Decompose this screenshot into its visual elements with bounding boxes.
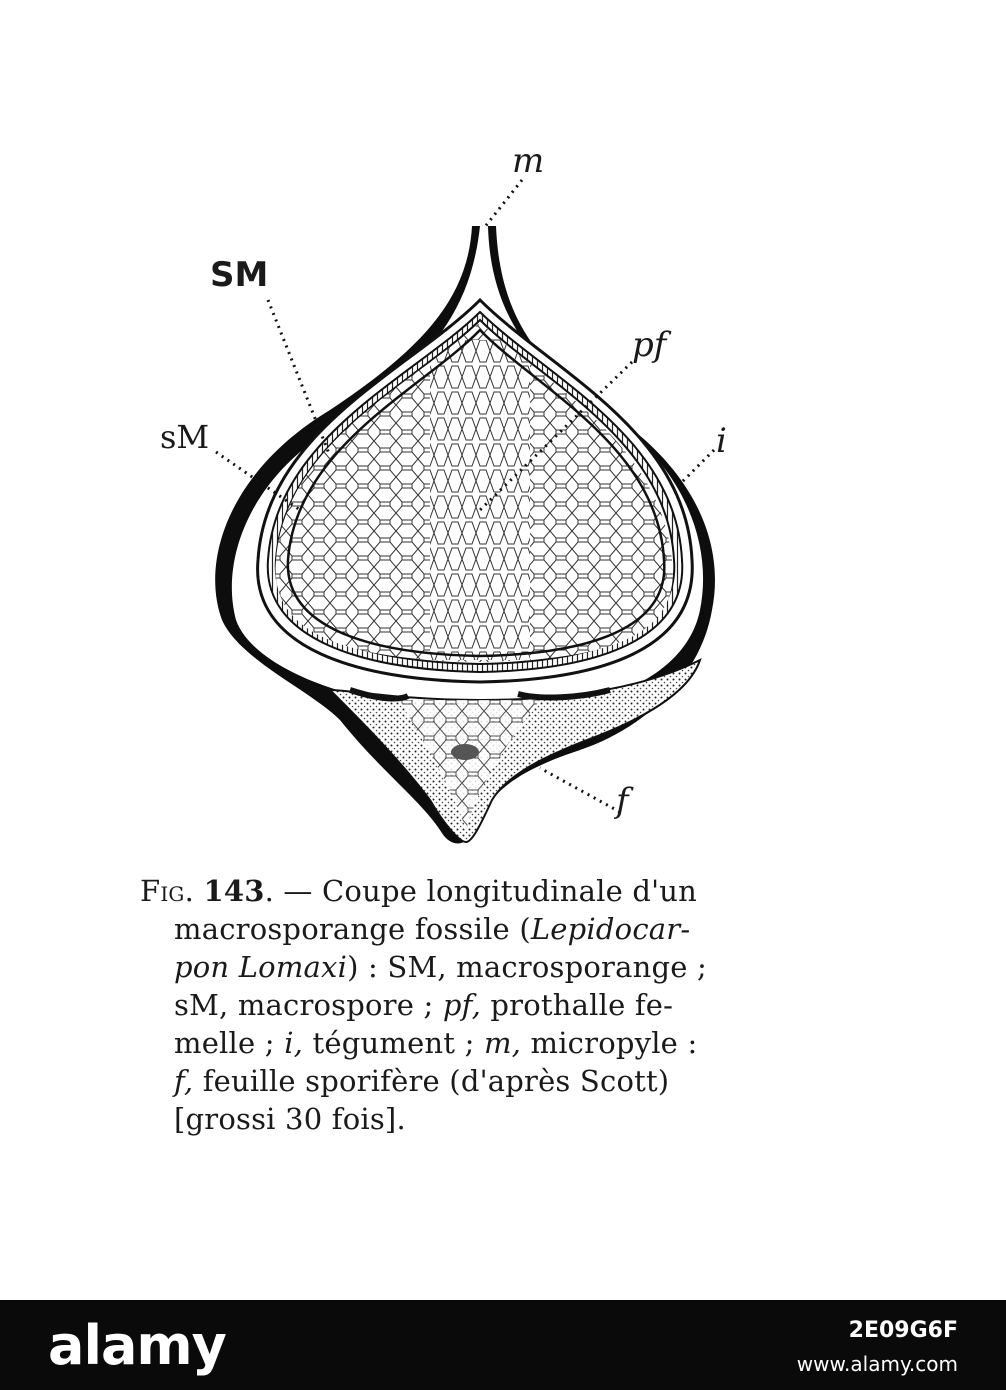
label-pf: pf bbox=[632, 325, 667, 365]
caption-line-1 bbox=[140, 872, 780, 910]
label-f: f bbox=[616, 781, 629, 821]
caption-line6-a: f, bbox=[174, 1064, 194, 1098]
caption-line-5 bbox=[140, 1024, 780, 1062]
caption-line3-b: ) : SM, macrosporange ; bbox=[347, 950, 707, 984]
caption-line4-a: sM, macrospore ; bbox=[174, 988, 443, 1022]
caption-line2-a: macrosporange fossile ( bbox=[174, 912, 531, 946]
caption-line5-d: m, bbox=[483, 1026, 522, 1060]
caption-line-4 bbox=[140, 986, 780, 1024]
label-sM: sM bbox=[160, 418, 210, 456]
caption-line-6 bbox=[140, 1062, 780, 1100]
label-i: i bbox=[716, 421, 727, 461]
caption-line1-text: . — Coupe longitudinale d'un bbox=[264, 874, 698, 908]
caption-line5-a: melle ; bbox=[174, 1026, 285, 1060]
label-SM: SM bbox=[210, 255, 269, 295]
alamy-logo: alamy bbox=[48, 1314, 226, 1377]
label-m: m bbox=[512, 141, 545, 181]
caption-line5-c: tégument ; bbox=[303, 1026, 484, 1060]
caption-line3-a: pon Lomaxi bbox=[174, 950, 348, 984]
caption-line4-b: pf, bbox=[442, 988, 481, 1022]
caption-line-3 bbox=[140, 948, 780, 986]
caption-fig-prefix: Fig. bbox=[140, 874, 195, 908]
caption-line-2 bbox=[140, 910, 780, 948]
site-url: www.alamy.com bbox=[796, 1352, 958, 1376]
caption-line5-e: micropyle : bbox=[521, 1026, 698, 1060]
image-id: 2E09G6F bbox=[848, 1318, 958, 1343]
figure-caption bbox=[140, 872, 780, 1138]
caption-line6-b: feuille sporifère (d'après Scott) bbox=[193, 1064, 670, 1098]
caption-line5-b: i, bbox=[284, 1026, 304, 1060]
caption-line4-c: prothalle fe- bbox=[481, 988, 674, 1022]
caption-line2-b: Lepidocar- bbox=[530, 912, 691, 946]
caption-line7: [grossi 30 fois]. bbox=[174, 1102, 406, 1136]
stock-footer-bar bbox=[0, 1300, 1006, 1390]
caption-line-7 bbox=[140, 1100, 780, 1138]
caption-fig-number: 143 bbox=[203, 874, 265, 908]
